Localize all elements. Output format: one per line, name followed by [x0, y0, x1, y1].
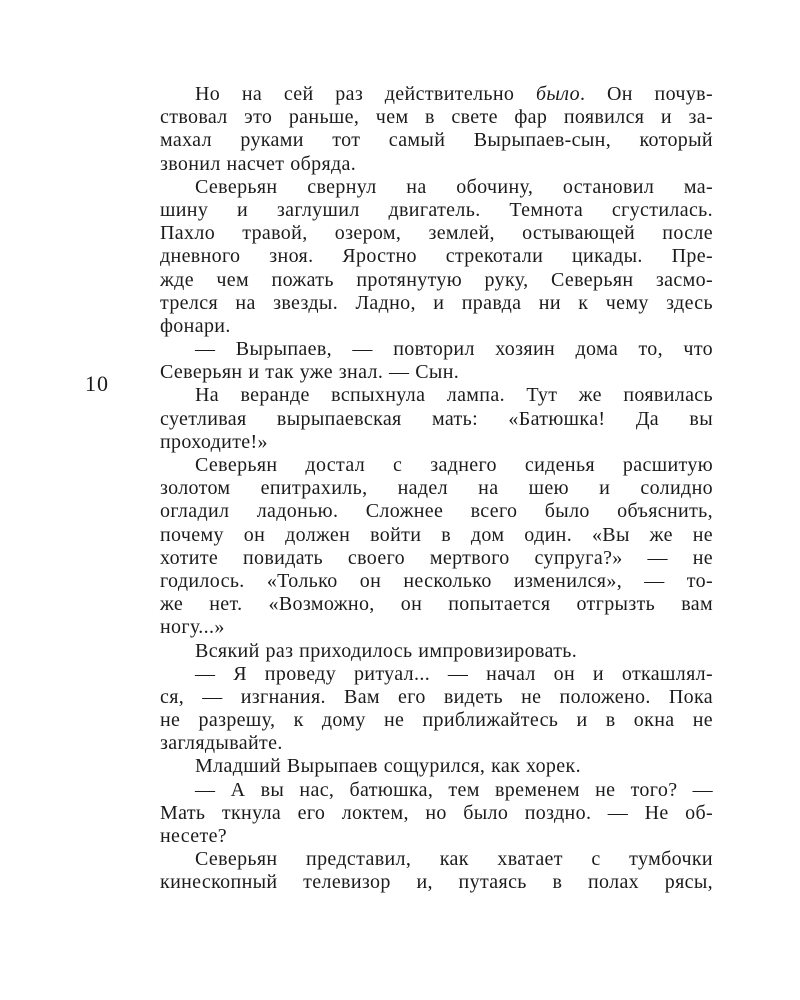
- body-text: фонари.: [160, 314, 231, 337]
- text-line: [160, 616, 713, 639]
- text-line: [160, 245, 713, 268]
- text-line: [160, 732, 713, 755]
- body-text: ствовал это раньше, чем в свете фар появился и за-: [160, 106, 713, 129]
- text-line: [160, 848, 713, 871]
- body-text: суетливая вырыпаевская мать: «Батюшка! Да вы: [160, 407, 713, 430]
- body-text: Северьян достал с заднего сиденья расшитую: [195, 454, 713, 476]
- body-text: дневного зноя. Яростно стрекотали цикады. Пре-: [160, 245, 713, 268]
- text-line: [160, 292, 713, 315]
- body-text: На веранде вспыхнула лампа. Тут же появилась: [195, 384, 713, 407]
- body-text: Северьян и так уже знал. — Сын.: [160, 361, 460, 384]
- text-line: [160, 153, 713, 176]
- text-line: [160, 640, 713, 663]
- text-line: [160, 199, 713, 222]
- body-text: звонил насчет обряда.: [160, 152, 357, 175]
- body-text: почему он должен войти в дом один. «Вы же не: [160, 523, 713, 546]
- body-text: махал руками тот самый Вырыпаев-сын, который: [160, 129, 713, 152]
- text-line: [160, 361, 713, 384]
- body-text: заглядывайте.: [160, 732, 283, 755]
- text-line: [160, 408, 713, 431]
- text-line: [160, 709, 713, 732]
- body-text: — Вырыпаев, — повторил хозяин дома то, что: [195, 338, 713, 361]
- text-line: [160, 222, 713, 245]
- body-text: Всякий раз приходилось импровизировать.: [195, 639, 578, 662]
- text-line: [160, 686, 713, 709]
- text-line: [160, 802, 713, 825]
- body-text: ногу...»: [160, 616, 225, 639]
- text-line: [160, 547, 713, 570]
- body-text: же нет. «Возможно, он попытается отгрызть вам: [160, 593, 713, 616]
- body-text: хотите повидать своего мертвого супруга?» — не: [160, 546, 713, 569]
- body-text: — Я проведу ритуал... — начал он и откашлял-: [195, 662, 713, 685]
- body-text: не разрешу, к дому не приближайтесь и в окна не: [160, 709, 713, 732]
- text-line: [160, 477, 713, 500]
- text-line: [160, 755, 713, 778]
- body-text: Северьян свернул на обочину, остановил ма-: [195, 175, 713, 198]
- text-line: [160, 176, 713, 199]
- body-text: жде чем пожать протянутую руку, Северьян засмо-: [160, 268, 713, 291]
- body-text: шину и заглушил двигатель. Темнота сгустилась.: [160, 198, 713, 221]
- text-line: [160, 315, 713, 338]
- body-text: несете?: [160, 825, 228, 847]
- text-line: [160, 83, 713, 106]
- text-line: [160, 825, 713, 848]
- body-text: годилось. «Только он несколько изменился», — то-: [160, 569, 713, 592]
- page-number: 10: [85, 371, 109, 396]
- body-text: ся, — изгнания. Вам его видеть не положено. Пока: [160, 685, 713, 708]
- text-line: [160, 384, 713, 407]
- text-line: [160, 500, 713, 523]
- body-text: Мать ткнула его локтем, но было поздно. — Не об-: [160, 801, 713, 824]
- text-line: [160, 570, 713, 593]
- text-line: [160, 129, 713, 152]
- body-text: Но на сей раз действительно: [195, 83, 536, 105]
- body-text: трелся на звезды. Ладно, и правда ни к чему здесь: [160, 291, 713, 314]
- text-line: [160, 454, 713, 477]
- text-line: [160, 524, 713, 547]
- body-text: . Он почув-: [579, 83, 713, 105]
- body-text: Северьян представил, как хватает с тумбочки: [195, 848, 713, 871]
- text-line: [160, 871, 713, 894]
- text-block: [160, 83, 713, 895]
- text-line: [160, 338, 713, 361]
- body-text: Пахло травой, озером, землей, остывающей после: [160, 222, 713, 245]
- body-text: золотом епитрахиль, надел на шею и солидно: [160, 477, 713, 500]
- text-line: [160, 106, 713, 129]
- text-line: [160, 431, 713, 454]
- text-line: [160, 663, 713, 686]
- text-line: [160, 779, 713, 802]
- italic-text: было: [535, 83, 580, 105]
- text-line: [160, 593, 713, 616]
- body-text: кинескопный телевизор и, путаясь в полах рясы,: [160, 871, 713, 894]
- body-text: огладил ладонью. Сложнее всего было объяснить,: [160, 500, 713, 523]
- body-text: проходите!»: [160, 430, 268, 453]
- body-text: — А вы нас, батюшка, тем временем не того? —: [195, 778, 713, 801]
- body-text: Младший Вырыпаев сощурился, как хорек.: [195, 755, 581, 778]
- text-line: [160, 269, 713, 292]
